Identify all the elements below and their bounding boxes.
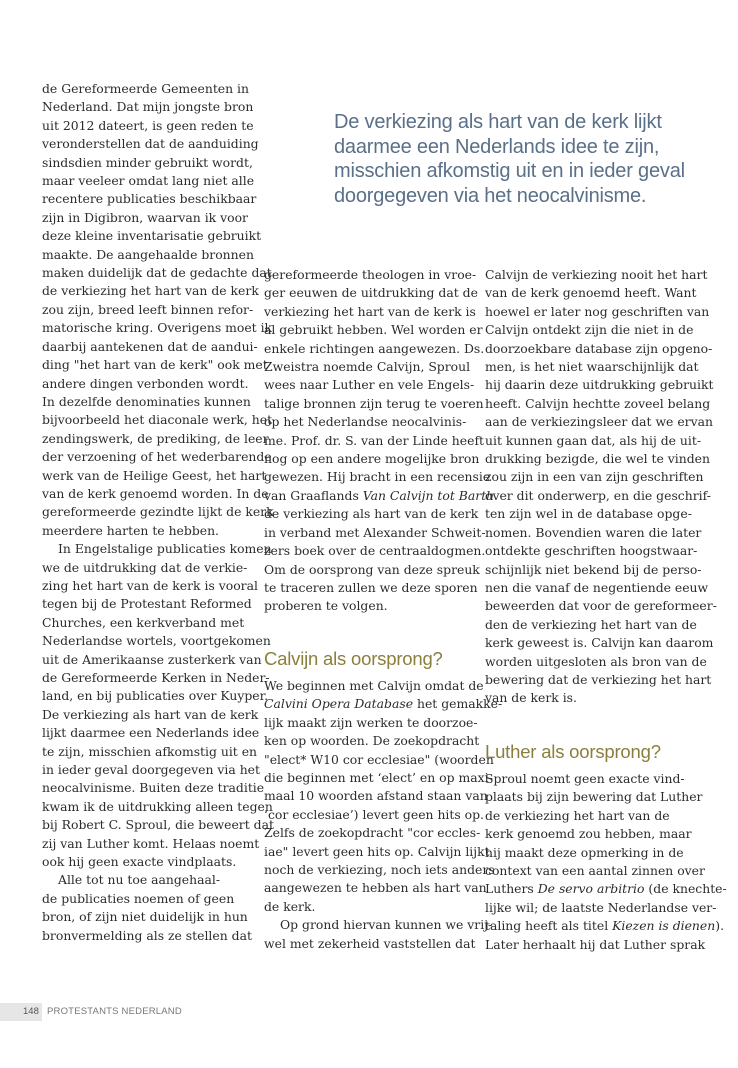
pull-quote-line: daarmee een Nederlands idee te zijn, bbox=[334, 135, 660, 158]
text-line: gewezen. Hij bracht in een recensie bbox=[264, 469, 491, 485]
text-line: beweerden dat voor de gereformeer- bbox=[485, 598, 717, 614]
text-line: doorzoekbare database zijn opgeno- bbox=[485, 340, 713, 356]
text-line: veronderstellen dat de aanduiding bbox=[42, 136, 259, 152]
text-line: neocalvinisme. Buiten deze traditie bbox=[42, 780, 265, 796]
page-number: 148 bbox=[23, 1006, 39, 1017]
text-line: taling heeft als titel Kiezen is dienen). bbox=[485, 918, 725, 934]
text-line: Churches, een kerkverband met bbox=[42, 614, 245, 630]
text-line: Nederlandse wortels, voortgekomen bbox=[42, 633, 271, 649]
text-line: den de verkiezing het hart van de bbox=[485, 616, 697, 632]
text-line: lijke wil; de laatste Nederlandse ver- bbox=[485, 899, 717, 915]
text-line: zou zijn in een van zijn geschriften bbox=[485, 469, 704, 485]
text-line: andere dingen verbonden wordt. bbox=[42, 375, 249, 391]
text-line: In Engelstalige publicaties komen bbox=[58, 541, 272, 557]
text-line: bronvermelding als ze stellen dat bbox=[42, 927, 252, 943]
pull-quote-line: doorgegeven via het neocalvinisme. bbox=[334, 184, 647, 207]
text-line: van de kerk is. bbox=[485, 690, 577, 706]
text-line: deze kleine inventarisatie gebruikt bbox=[42, 228, 262, 244]
text-line: kwam ik de uitdrukking alleen tegen bbox=[42, 798, 273, 814]
text-line: nen die vanaf de negentiende eeuw bbox=[485, 579, 709, 595]
text-line: land, en bij publicaties over Kuyper. bbox=[42, 688, 269, 704]
text-line: zou zijn, breed leeft binnen refor- bbox=[42, 301, 254, 317]
book-title: Van Calvijn tot Barth bbox=[362, 487, 495, 503]
text-line: sindsdien minder gebruikt wordt, bbox=[42, 154, 253, 170]
text-line: van de kerk genoemd heeft. Want bbox=[485, 285, 697, 301]
text-line: In dezelfde denominaties kunnen bbox=[42, 393, 251, 409]
text-line: Later herhaalt hij dat Luther sprak bbox=[485, 936, 706, 952]
text-line: kerk genoemd zou hebben, maar bbox=[485, 826, 692, 842]
text-line: zijn in Digibron, waarvan ik voor bbox=[42, 209, 248, 225]
text-line: Zelfs de zoekopdracht "cor eccles- bbox=[264, 825, 481, 841]
text-line: ontdekte geschriften hoogstwaar- bbox=[485, 543, 698, 559]
text-line: de verkiezing het hart van de kerk bbox=[42, 283, 259, 299]
text-line: lijk maakt zijn werken te doorzoe- bbox=[264, 714, 478, 730]
text-line: Luthers De servo arbitrio (de knechte- bbox=[485, 881, 727, 897]
text-line: maal 10 woorden afstand staan van bbox=[264, 788, 488, 804]
text-line: Om de oorsprong van deze spreuk bbox=[264, 561, 480, 577]
pull-quote-line: De verkiezing als hart van de kerk lijkt bbox=[334, 111, 662, 133]
text-line: de Gereformeerde Gemeenten in bbox=[42, 81, 249, 96]
text-line: de publicaties noemen of geen bbox=[42, 890, 235, 906]
text-line: Zweistra noemde Calvijn, Sproul bbox=[264, 359, 471, 375]
database-title: Calvini Opera Database bbox=[264, 696, 414, 712]
text-line: uit kunnen gaan dat, als hij de uit- bbox=[485, 432, 702, 448]
text-line: ger eeuwen de uitdrukking dat de bbox=[264, 285, 478, 301]
text-line: talige bronnen zijn terug te voeren bbox=[264, 395, 484, 411]
text-line: van de kerk genoemd worden. In de bbox=[42, 485, 269, 501]
text-line: bijvoorbeeld het diaconale werk, het bbox=[42, 412, 273, 428]
text-line: te traceren zullen we deze sporen bbox=[264, 579, 478, 595]
section-heading-luther: Luther als oorsprong? bbox=[485, 741, 661, 762]
text-line: tegen bij de Protestant Reformed bbox=[42, 596, 252, 612]
text-line: nog op een andere mogelijke bron bbox=[264, 451, 480, 467]
text-line: drukking bezigde, die wel te vinden bbox=[485, 451, 710, 467]
text-line: de verkiezing als hart van de kerk bbox=[264, 506, 479, 522]
text-line: maar veeleer omdat lang niet alle bbox=[42, 173, 255, 189]
pull-quote bbox=[334, 110, 704, 208]
text-line: gereformeerde gezindte lijkt de kerk bbox=[42, 504, 274, 520]
text-line: "elect* W10 cor ecclesiae" (woorden bbox=[264, 751, 494, 767]
text-line: ook hij geen exacte vindplaats. bbox=[42, 854, 237, 870]
text-column-middle-continued bbox=[264, 677, 502, 953]
text-line: aan de verkiezingsleer dat we ervan bbox=[485, 414, 713, 430]
text-line: hoewel er later nog geschriften van bbox=[485, 303, 710, 319]
text-line: die beginnen met ‘elect’ en op maxi- bbox=[264, 770, 493, 786]
text-line: zendingswerk, de prediking, de leer bbox=[42, 430, 269, 446]
text-line: iae" levert geen hits op. Calvijn lijkt bbox=[264, 843, 490, 859]
text-line: kerk geweest is. Calvijn kan daarom bbox=[485, 635, 714, 651]
text-line: De verkiezing als hart van de kerk bbox=[42, 706, 259, 722]
text-line: Alle tot nu toe aangehaal- bbox=[58, 872, 221, 888]
text-line: wel met zekerheid vaststellen dat bbox=[264, 935, 476, 951]
text-line: hij daarin deze uitdrukking gebruikt bbox=[485, 377, 714, 393]
text-column-right-continued bbox=[485, 770, 727, 954]
text-line: nomen. Bovendien waren die later bbox=[485, 524, 702, 540]
text-line: van Graaflands Van Calvijn tot Barth bbox=[264, 487, 495, 503]
footer-publication-title: PROTESTANTS NEDERLAND bbox=[47, 1006, 182, 1017]
text-column-middle bbox=[264, 266, 494, 616]
text-line: zing het hart van de kerk is vooral bbox=[42, 577, 258, 593]
text-line: maken duidelijk dat de gedachte dat bbox=[42, 265, 272, 281]
text-line: Nederland. Dat mijn jongste bron bbox=[42, 99, 254, 115]
text-line: hij maakt deze opmerking in de bbox=[485, 844, 684, 860]
text-line: over dit onderwerp, en die geschrif- bbox=[485, 487, 711, 503]
book-title: Kiezen is dienen bbox=[612, 918, 716, 934]
text-line: noch de verkiezing, noch iets anders bbox=[264, 862, 495, 878]
text-line: te zijn, misschien afkomstig uit en bbox=[42, 743, 258, 759]
text-line: der verzoening of het wederbarende bbox=[42, 449, 272, 465]
text-line: plaats bij zijn bewering dat Luther bbox=[485, 789, 703, 805]
text-line: Op grond hiervan kunnen we vrij- bbox=[280, 917, 493, 933]
text-line: in verband met Alexander Schweit- bbox=[264, 524, 486, 540]
text-line: ten zijn wel in de database opge- bbox=[485, 506, 692, 522]
text-line: Calvini Opera Database het gemakke- bbox=[264, 696, 503, 712]
text-line: enkele richtingen aangewezen. Ds. bbox=[264, 340, 485, 356]
text-line: ken op woorden. De zoekopdracht bbox=[264, 733, 480, 749]
text-line: de Gereformeerde Kerken in Neder- bbox=[42, 670, 270, 685]
text-line: me. Prof. dr. S. van der Linde heeft bbox=[264, 432, 485, 448]
text-line: ding "het hart van de kerk" ook met bbox=[42, 357, 268, 373]
text-line: de verkiezing het hart van de bbox=[485, 807, 670, 823]
text-line: verkiezing het hart van de kerk is bbox=[264, 303, 476, 319]
text-line: bij Robert C. Sproul, die beweert dat bbox=[42, 817, 274, 833]
text-line: proberen te volgen. bbox=[264, 598, 388, 614]
text-line: zers boek over de centraaldogmen. bbox=[264, 543, 486, 559]
text-line: uit 2012 dateert, is geen reden te bbox=[42, 117, 254, 133]
text-line: bron, of zijn niet duidelijk in hun bbox=[42, 909, 248, 925]
text-line: al gebruikt hebben. Wel worden er bbox=[264, 322, 483, 338]
text-line: werk van de Heilige Geest, het hart bbox=[42, 467, 267, 483]
text-line: gereformeerde theologen in vroe- bbox=[264, 267, 477, 282]
text-line: ‘cor ecclesiae’) levert geen hits op. bbox=[264, 806, 484, 822]
section-heading-calvijn: Calvijn als oorsprong? bbox=[264, 648, 443, 669]
text-line: Calvijn de verkiezing nooit het hart bbox=[485, 267, 708, 282]
text-line: We beginnen met Calvijn omdat de bbox=[264, 678, 484, 693]
text-line: op het Nederlandse neocalvinis- bbox=[264, 414, 467, 430]
text-column-right bbox=[485, 266, 717, 708]
text-line: zij van Luther komt. Helaas noemt bbox=[42, 835, 260, 851]
text-line: bewering dat de verkiezing het hart bbox=[485, 671, 712, 687]
text-line: matorische kring. Overigens moet ik bbox=[42, 320, 273, 336]
text-line: in ieder geval doorgegeven via het bbox=[42, 762, 260, 778]
text-line: wees naar Luther en vele Engels- bbox=[264, 377, 475, 393]
text-line: lijkt daarmee een Nederlands idee bbox=[42, 725, 260, 741]
text-line: aangewezen te hebben als hart van bbox=[264, 880, 487, 896]
text-line: men, is het niet waarschijnlijk dat bbox=[485, 359, 699, 375]
text-line: recentere publicaties beschikbaar bbox=[42, 191, 257, 207]
text-line: Sproul noemt geen exacte vind- bbox=[485, 771, 685, 786]
text-line: schijnlijk niet bekend bij de perso- bbox=[485, 561, 702, 577]
text-line: daarbij aantekenen dat de aandui- bbox=[42, 338, 258, 354]
text-line: Calvijn ontdekt zijn die niet in de bbox=[485, 322, 694, 338]
text-column-left bbox=[42, 80, 274, 945]
text-line: maakte. De aangehaalde bronnen bbox=[42, 246, 254, 262]
text-line: we de uitdrukking dat de verkie- bbox=[42, 559, 248, 575]
pull-quote-line: misschien afkomstig uit en in ieder geval bbox=[334, 160, 685, 182]
text-line: de kerk. bbox=[264, 898, 316, 914]
text-line: meerdere harten te hebben. bbox=[42, 522, 219, 538]
text-line: worden uitgesloten als bron van de bbox=[485, 653, 707, 669]
text-line: heeft. Calvijn hechtte zoveel belang bbox=[485, 395, 711, 411]
text-line: context van een aantal zinnen over bbox=[485, 863, 705, 879]
book-title: De servo arbitrio bbox=[537, 881, 645, 897]
text-line: uit de Amerikaanse zusterkerk van bbox=[42, 651, 262, 667]
